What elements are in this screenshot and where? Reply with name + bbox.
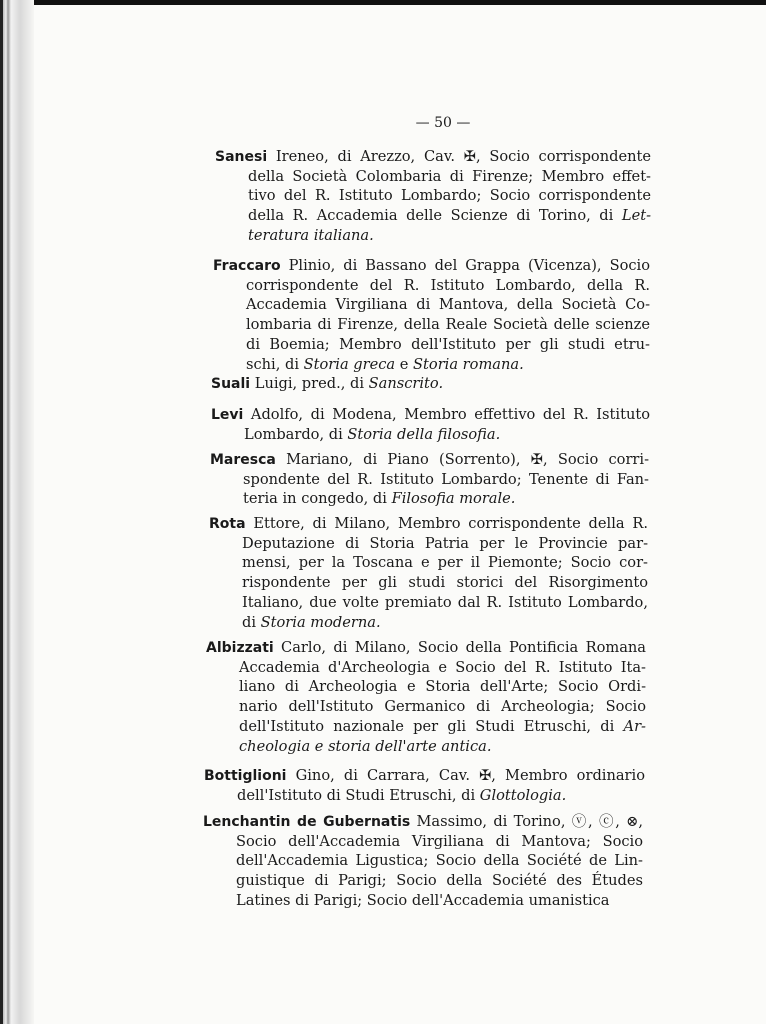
entry-text: Luigi, pred., di	[250, 375, 369, 392]
subject-italic: Filosofia morale.	[391, 490, 516, 508]
entry-first-line	[204, 767, 645, 785]
entry-line	[239, 718, 646, 736]
subject-italic: Storia della filosofia.	[347, 425, 501, 443]
entry-line	[246, 277, 650, 295]
entry-first-line	[211, 375, 650, 393]
entry-first-line	[211, 406, 650, 424]
member-name: Albizzati	[206, 640, 274, 656]
entry-text: Socio dell'Accademia Virgiliana di Mantova; Socio	[236, 832, 643, 850]
entry-text: Ettore, di Milano, Membro corrispondente della R.	[245, 515, 648, 532]
entry-text: dell'Istituto di Studi Etruschi, di	[237, 786, 480, 804]
member-name: Bottiglioni	[204, 768, 287, 784]
entry-line	[246, 356, 650, 374]
entry-text: della R. Accademia delle Scienze di Torino, di	[248, 207, 622, 225]
page-number: — 50 —	[415, 115, 471, 131]
entry-text: dell'Accademia Ligustica; Socio della Société de Lin-	[236, 852, 643, 870]
entry-line	[243, 490, 649, 508]
scan-top-border	[0, 0, 766, 5]
entry-first-line	[209, 515, 648, 533]
entry-line	[242, 574, 648, 592]
entry-line	[243, 471, 649, 489]
subject-italic: Ar-	[623, 717, 646, 735]
member-name: Suali	[211, 376, 251, 392]
entry-text: Gino, di Carrara, Cav. ✠, Membro ordinario	[286, 767, 645, 784]
entry-text: schi, di	[246, 355, 304, 373]
member-name: Rota	[209, 516, 246, 532]
entry-text: rispondente per gli studi storici del Risorgimento	[242, 574, 648, 592]
entry-first-line	[215, 148, 651, 166]
entry-text: mensi, per la Toscana e per il Piemonte; Socio cor-	[242, 554, 648, 572]
entry-text: Deputazione di Storia Patria per le Provincie par-	[242, 534, 648, 552]
member-name: Levi	[211, 407, 244, 423]
entry-line	[242, 594, 648, 612]
entry-line	[239, 698, 646, 716]
entry-text: dell'Istituto nazionale per gli Studi Etruschi, di	[239, 717, 624, 735]
entry-text: Carlo, di Milano, Socio della Pontificia Romana	[273, 639, 646, 656]
entry-text: lombaria di Firenze, della Reale Società delle scienze	[246, 316, 650, 334]
subject-italic: teratura italiana.	[248, 226, 374, 244]
subject-italic: Sanscrito.	[368, 375, 444, 392]
entry-text: Massimo, di Torino, ⓥ, ⓒ, ⊗,	[410, 813, 643, 830]
entry-text: Ireneo, di Arezzo, Cav. ✠, Socio corrispondente	[267, 148, 651, 165]
entry-line	[236, 872, 643, 890]
entry-first-line	[203, 813, 643, 831]
entry-line	[236, 852, 643, 870]
entry-line	[236, 892, 643, 910]
entry-line	[248, 227, 651, 245]
member-name: Fraccaro	[213, 258, 281, 274]
entry-text: Accademia Virgiliana di Mantova, della Società Co-	[246, 296, 650, 314]
entry-line	[248, 207, 651, 225]
entry-text: di	[242, 613, 261, 631]
entry-text: guistique di Parigi; Socio della Société des Études	[236, 872, 643, 890]
entry-first-line	[210, 451, 649, 469]
entry-line	[244, 426, 650, 444]
scan-edge-line	[0, 0, 3, 1024]
entry-first-line	[213, 257, 650, 275]
entry-text: spondente del R. Istituto Lombardo; Tenente di Fan-	[243, 470, 649, 488]
subject-italic: Storia greca	[303, 355, 396, 373]
entry-text: liano di Archeologia e Storia dell'Arte; Socio Ordi-	[239, 678, 646, 696]
entry-line	[239, 659, 646, 677]
subject-italic: Storia moderna.	[260, 613, 381, 631]
entry-text: corrispondente del R. Istituto Lombardo, della R.	[246, 276, 650, 294]
entry-text: della Società Colombaria di Firenze; Membro effet-	[248, 167, 651, 185]
entry-line	[246, 336, 650, 354]
entry-line	[242, 535, 648, 553]
subject-italic: cheologia e storia dell'arte antica.	[239, 737, 492, 755]
entry-line	[246, 296, 650, 314]
entry-line	[237, 787, 645, 805]
entry-text: Accademia d'Archeologia e Socio del R. Istituto Ita-	[239, 658, 646, 676]
subject-italic: Storia romana.	[413, 355, 524, 373]
entry-text: teria in congedo, di	[243, 490, 392, 508]
entry-text: Italiano, due volte premiato dal R. Istituto Lombardo,	[242, 593, 648, 611]
entry-text: Lombardo, di	[244, 425, 348, 443]
member-name: Lenchantin de Gubernatis	[203, 814, 411, 830]
entry-line	[242, 554, 648, 572]
scan-binding-edge	[0, 0, 34, 1024]
entry-text: Latines di Parigi; Socio dell'Accademia umanistica	[236, 891, 610, 909]
subject-italic: Glottologia.	[479, 786, 567, 804]
subject-italic: Let-	[621, 207, 651, 225]
entry-first-line	[206, 639, 646, 657]
entry-line	[242, 614, 648, 632]
entry-text: di Boemia; Membro dell'Istituto per gli studi etru-	[246, 335, 650, 353]
entry-text: tivo del R. Istituto Lombardo; Socio corrispondente	[248, 187, 651, 205]
entry-line	[246, 316, 650, 334]
entry-line	[248, 168, 651, 186]
entry-line	[239, 738, 646, 756]
entry-text: e	[395, 355, 414, 373]
entry-text: Mariano, di Piano (Sorrento), ✠, Socio corri-	[275, 451, 649, 468]
member-name: Sanesi	[215, 149, 268, 165]
entry-line	[239, 678, 646, 696]
entry-line	[236, 833, 643, 851]
entry-text: nario dell'Istituto Germanico di Archeologia; Socio	[239, 698, 646, 716]
entry-text: Plinio, di Bassano del Grappa (Vicenza), Socio	[280, 257, 650, 274]
entry-text: Adolfo, di Modena, Membro effettivo del R. Istituto	[243, 406, 650, 423]
entry-line	[248, 187, 651, 205]
member-name: Maresca	[210, 452, 276, 468]
